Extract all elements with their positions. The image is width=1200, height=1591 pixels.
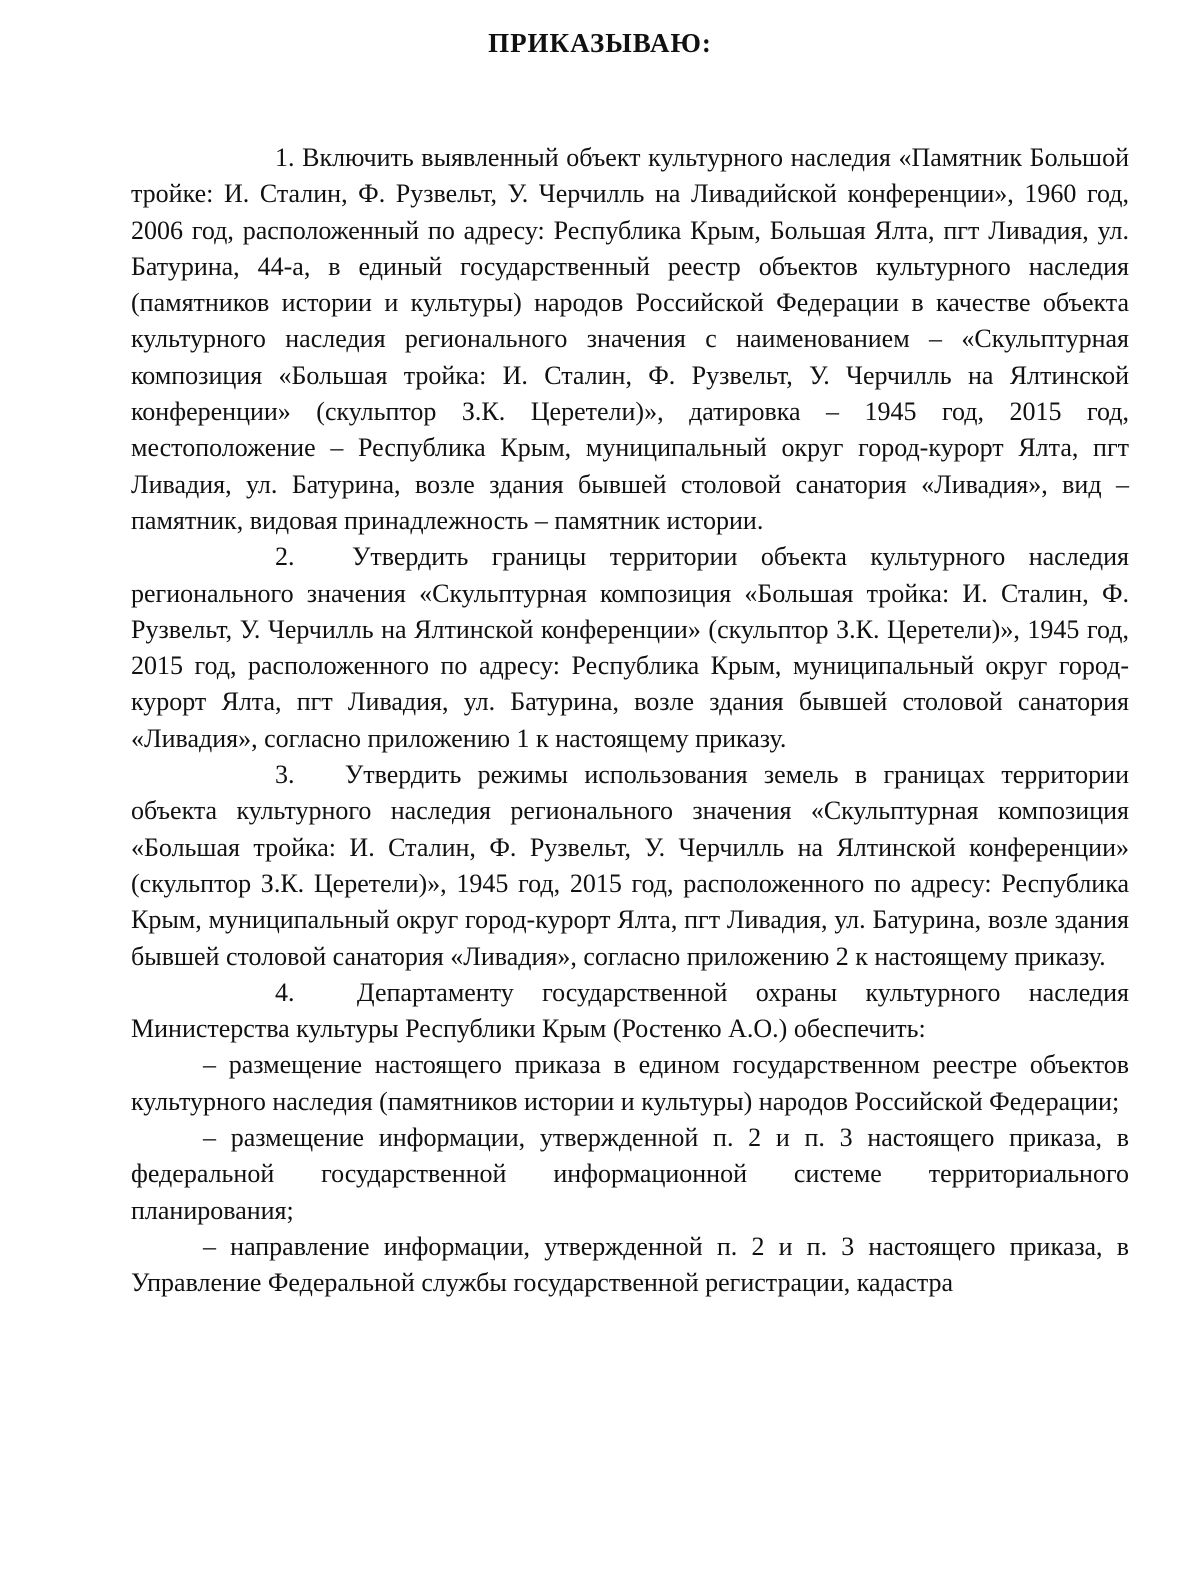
obligation-item: – направление информации, утвержденной п. 2 и п. 3 настоящего приказа, в Управление Федеральной службы государственной регистрации, кадастра xyxy=(131,1231,1129,1298)
item-number: 2. xyxy=(275,542,295,572)
item-number: 4. xyxy=(275,977,295,1007)
order-heading: ПРИКАЗЫВАЮ: xyxy=(488,28,712,58)
item-number: 1. xyxy=(275,143,295,172)
order-item-4 xyxy=(131,975,1129,1048)
item-text: Утвердить режимы использования земель в границах территории объекта культурного наследия регионального значения «Скульптурная композиция «Большая тройка: И. Сталин, Ф. Рузвельт, У. Черчилль на Ялтинской конференции» (скульптор З.К. Церетели)», 1945 год, 2015 год, расположенного по адресу: Республика Крым, муниципальный округ город-курорт Ялта, пгт Ливадия, ул. Батурина, возле здания бывшей столовой санатория «Ливадия», согласно приложению 2 к настоящему приказу. xyxy=(131,760,1129,971)
item-text: Департаменту государственной охраны культурного наследия Министерства культуры Республики Крым (Ростенко А.О.) обеспечить: xyxy=(131,977,1130,1044)
order-item-2 xyxy=(131,539,1129,757)
order-item-1 xyxy=(131,140,1129,539)
item-text: Утвердить границы территории объекта культурного наследия регионального значения «Скульптурная композиция «Большая тройка: И. Сталин, Ф. Рузвельт, У. Черчилль на Ялтинской конференции» (скульптор З.К. Церетели)», 1945 год, 2015 год, расположенного по адресу: Республика Крым, муниципальный округ город-курорт Ялта, пгт Ливадия, ул. Батурина, возле здания бывшей столовой санатория «Ливадия», согласно приложению 1 к настоящему приказу. xyxy=(131,542,1129,753)
obligation-item: – размещение настоящего приказа в едином государственном реестре объектов культурного наследия (памятников истории и культуры) народов Российской Федерации; xyxy=(131,1050,1129,1116)
obligations-list xyxy=(131,1047,1129,1301)
item-number: 3. xyxy=(275,760,295,790)
item-text: Включить выявленный объект культурного наследия «Памятник Большой тройке: И. Сталин, Ф. Рузвельт, У. Черчилль на Ливадийской конференции», 1960 год, 2006 год, расположенный по адресу: Республика Крым, Большая Ялта, пгт Ливадия, ул. Батурина, 44-а, в единый государственный реестр объектов культурного наследия (памятников истории и культуры) народов Российской Федерации в качестве объекта культурного наследия регионального значения с наименованием – «Скульптурная композиция «Большая тройка: И. Сталин, Ф. Рузвельт, У. Черчилль на Ялтинской конференции» (скульптор З.К. Церетели)», датировка – 1945 год, 2015 год, местоположение – Республика Крым, муниципальный округ город-курорт Ялта, пгт Ливадия, ул. Батурина, возле здания бывшей столовой санатория «Ливадия», вид – памятник, видовая принадлежность – памятник истории. xyxy=(131,143,1129,535)
order-body xyxy=(131,140,1129,1302)
obligation-item: – размещение информации, утвержденной п. 2 и п. 3 настоящего приказа, в федеральной государственной информационной системе территориального планирования; xyxy=(131,1123,1129,1225)
order-item-3 xyxy=(131,757,1129,975)
